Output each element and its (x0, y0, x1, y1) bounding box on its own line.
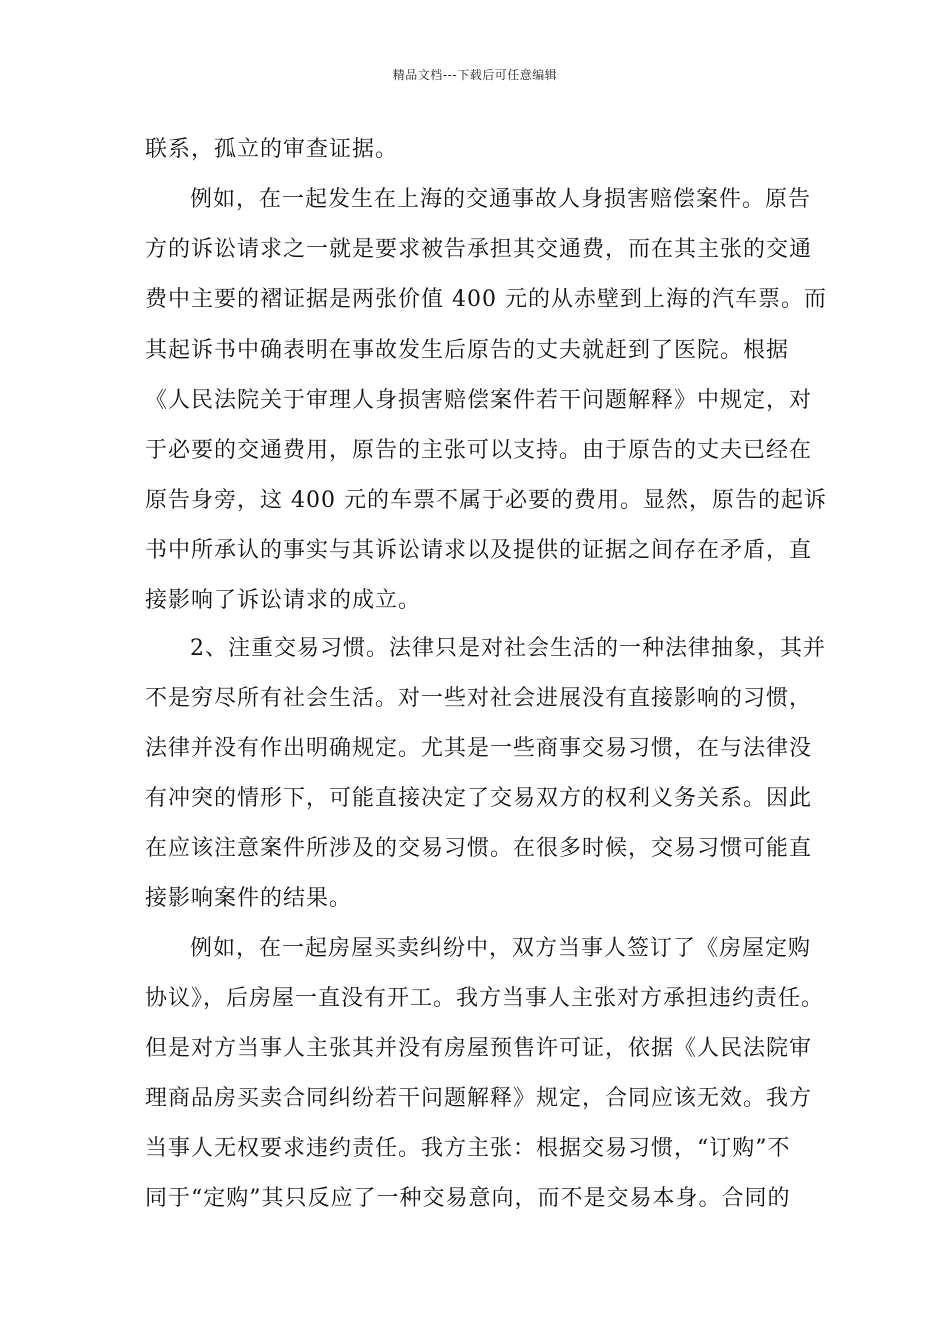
text-line: 《人民法院关于审理人身损害赔偿案件若干问题解释》中规定，对 (145, 388, 813, 413)
text-line: 费中主要的褶证据是两张价值 400 元的从赤壁到上海的汽车票。而 (145, 287, 827, 312)
text-line: 不是穷尽所有社会生活。对一些对社会进展没有直接影响的习惯， (145, 686, 813, 711)
text-line: 2、注重交易习惯。法律只是对社会生活的一种法律抽象，其并 (190, 636, 826, 661)
text-line: 书中所承认的事实与其诉讼请求以及提供的证据之间存在矛盾，直 (145, 538, 813, 563)
text-line: 有冲突的情形下，可能直接决定了交易双方的权利义务关系。因此 (145, 786, 813, 811)
text-line: 但是对方当事人主张其并没有房屋预售许可证，依据《人民法院审 (145, 1036, 813, 1061)
text-line: 例如，在一起房屋买卖纠纷中，双方当事人签订了《房屋定购 (190, 936, 812, 961)
text-line: 同于“定购”其只反应了一种交易意向，而不是交易本身。合同的 (145, 1186, 791, 1211)
page-header: 精品文档---下载后可任意编辑 (392, 68, 558, 82)
text-line: 例如，在一起发生在上海的交通事故人身损害赔偿案件。原告 (190, 187, 812, 212)
text-line: 接影响案件的结果。 (145, 886, 353, 911)
text-line: 接影响了诉讼请求的成立。 (145, 588, 422, 613)
text-line: 方的诉讼请求之一就是要求被告承担其交通费，而在其主张的交通 (145, 237, 813, 262)
text-line: 联系，孤立的审查证据。 (145, 137, 399, 162)
text-line: 协议》，后房屋一直没有开工。我方当事人主张对方承担违约责任。 (145, 986, 825, 1011)
text-line: 在应该注意案件所涉及的交易习惯。在很多时候，交易习惯可能直 (145, 836, 813, 861)
text-line: 当事人无权要求违约责任。我方主张：根据交易习惯，“订购”不 (145, 1136, 791, 1161)
text-line: 其起诉书中确表明在事故发生后原告的丈夫就赶到了医院。根据 (145, 338, 790, 363)
text-line: 于必要的交通费用，原告的主张可以支持。由于原告的丈夫已经在 (145, 438, 813, 463)
text-line: 理商品房买卖合同纠纷若干问题解释》规定，合同应该无效。我方 (145, 1086, 813, 1111)
text-line: 法律并没有作出明确规定。尤其是一些商事交易习惯，在与法律没 (145, 736, 813, 761)
text-line: 原告身旁，这 400 元的车票不属于必要的费用。显然，原告的起诉 (145, 488, 827, 513)
